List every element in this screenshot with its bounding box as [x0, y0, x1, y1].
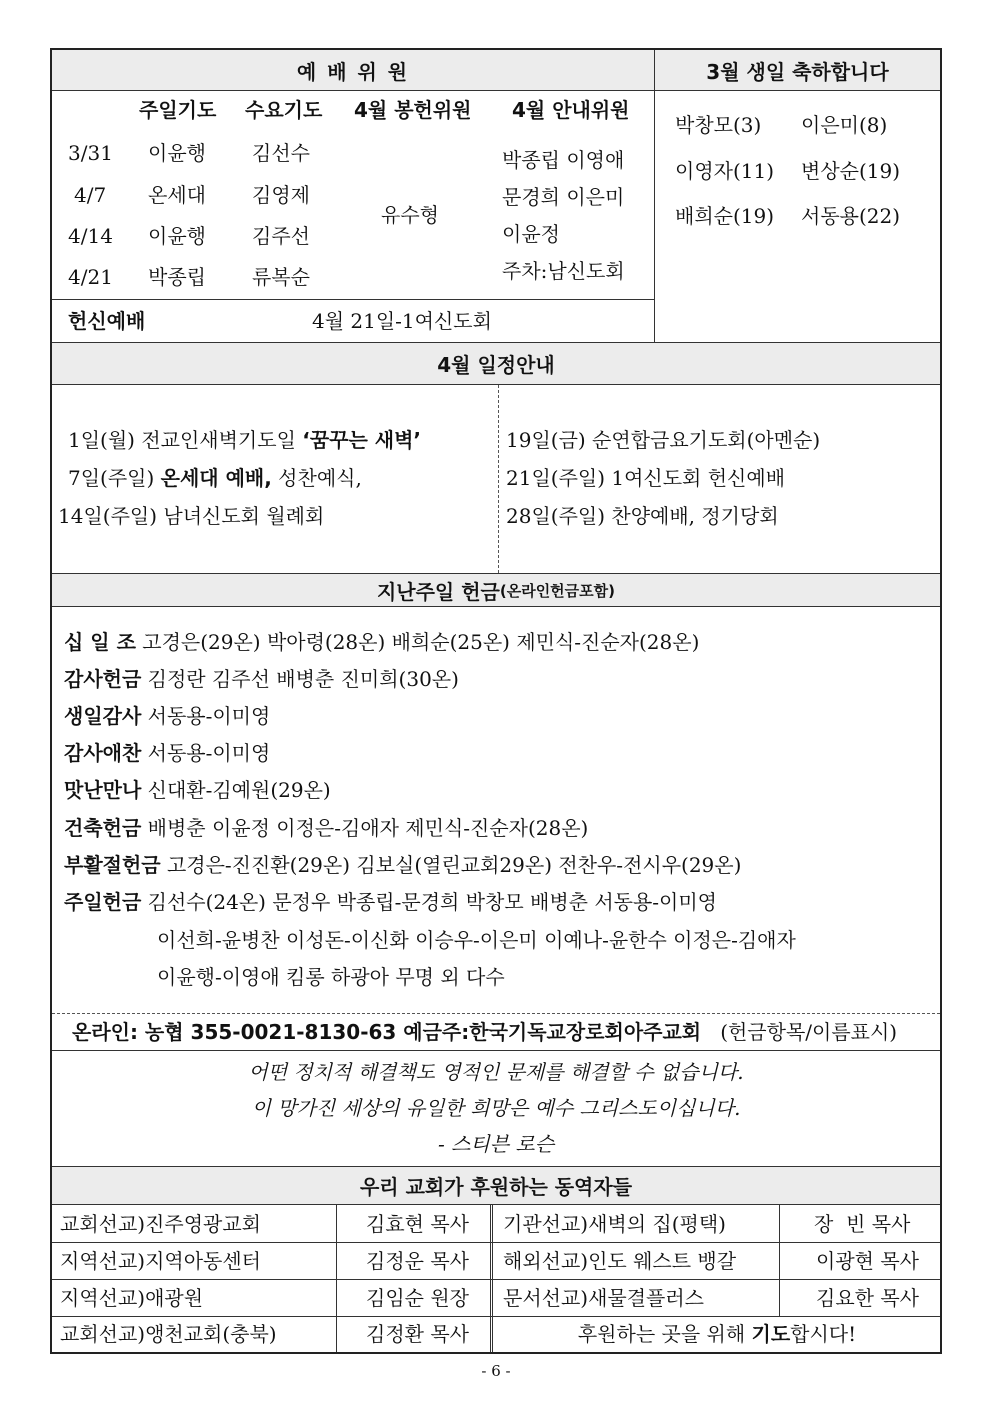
support-person: 김요한 목사 [816, 1286, 919, 1310]
worship-committee-title: 예 배 위 원 [296, 59, 410, 84]
row-sunday-prayer: 박종립 [148, 265, 206, 289]
support-org: 교회선교)진주영광교회 [60, 1212, 262, 1236]
row-wednesday-prayer: 김선수 [252, 141, 310, 165]
col-offering-committee: 4월 봉헌위원 [354, 98, 472, 122]
usher-line: 박종립 이영애 [502, 148, 625, 172]
col-ushers: 4월 안내위원 [512, 98, 630, 122]
birthday-entry: 배희순(19) [675, 204, 775, 228]
worship-committee-header [52, 50, 654, 91]
support-org: 교회선교)앵천교회(충북) [60, 1322, 277, 1346]
offering-header [52, 574, 940, 607]
offering-row: 부활절헌금 고경은-진진환(29온) 김보실(열린교회29온) 전찬우-전시우(29온) [64, 853, 742, 877]
online-divider [52, 1013, 940, 1014]
schedule-left-item: 14일(주일) 남녀신도회 월례회 [58, 504, 325, 528]
offering-continued: 이윤행-이영애 킴롱 하광아 무명 외 다수 [157, 965, 505, 989]
row-wednesday-prayer: 김주선 [252, 224, 310, 248]
support-title: 우리 교회가 후원하는 동역자들 [359, 1175, 633, 1199]
schedule-title: 4월 일정안내 [437, 353, 555, 377]
support-org: 해외선교)인도 웨스트 뱅갈 [503, 1249, 737, 1273]
support-person: 김정환 목사 [366, 1322, 469, 1346]
schedule-left-item: 1일(월) 전교인새벽기도일 ‘꿈꾸는 새벽’ [68, 428, 422, 452]
row-date: 4/7 [74, 183, 107, 207]
col-wednesday-prayer: 수요기도 [245, 98, 323, 122]
schedule-right-item: 28일(주일) 찬양예배, 정기당회 [506, 504, 779, 528]
offering-row: 십 일 조 고경은(29온) 박아령(28온) 배희순(25온) 제민식-진순자(28온) [64, 630, 700, 654]
support-org: 문서선교)새물결플러스 [503, 1286, 705, 1310]
birthday-entry: 박창모(3) [675, 113, 762, 137]
quote-top-line [52, 1050, 940, 1051]
support-col-line [779, 1205, 780, 1316]
offering-row: 주일헌금 김선수(24온) 문정우 박종립-문경희 박창모 배병춘 서동용-이미영 [64, 890, 717, 914]
support-mid-line [490, 1205, 493, 1352]
row-sunday-prayer: 온세대 [148, 183, 206, 207]
schedule-right-item: 21일(주일) 1여신도회 헌신예배 [506, 466, 786, 490]
support-person: 장 빈 목사 [814, 1212, 911, 1236]
row-sunday-prayer: 이윤행 [148, 224, 206, 248]
schedule-header [52, 343, 940, 385]
quote-line: 어떤 정치적 해결책도 영적인 문제를 해결할 수 없습니다. [248, 1060, 744, 1084]
dedication-divider [52, 299, 654, 300]
support-row-line [52, 1279, 940, 1280]
quote-author: - 스티븐 로슨 [437, 1132, 555, 1156]
offering-title: 지난주일 헌금 [376, 579, 500, 604]
row-date: 3/31 [68, 141, 113, 165]
row-wednesday-prayer: 류복순 [252, 265, 310, 289]
offering-continued: 이선희-윤병찬 이성돈-이신화 이승우-이은미 이예나-윤한수 이정은-김애자 [157, 928, 796, 952]
support-org: 지역선교)애광원 [60, 1286, 204, 1310]
offering-row: 감사헌금 김정란 김주선 배병춘 진미희(30온) [64, 667, 459, 691]
birthday-entry: 서동용(22) [801, 204, 901, 228]
online-account: 온라인: 농협 355-0021-8130-63 예금주:한국기독교장로회아주교회 (헌금항목/이름표시) [72, 1020, 898, 1044]
birthday-entry: 이은미(8) [801, 113, 888, 137]
dedication-value: 4월 21일-1여신도회 [312, 309, 492, 333]
offering-row: 맛난만나 신대환-김예원(29온) [64, 778, 331, 802]
support-row-line [52, 1242, 940, 1243]
usher-line: 이윤정 [502, 222, 560, 246]
birthday-header [655, 50, 940, 91]
dedication-label: 헌신예배 [68, 309, 146, 333]
usher-line: 주차:남신도회 [502, 259, 625, 283]
support-org: 기관선교)새벽의 집(평택) [503, 1212, 726, 1236]
schedule-divider [498, 385, 499, 573]
support-header [52, 1167, 940, 1205]
row-sunday-prayer: 이윤행 [148, 141, 206, 165]
support-row-line [52, 1316, 940, 1317]
support-person: 김정운 목사 [366, 1249, 469, 1273]
offering-row: 감사애찬 서동용-이미영 [64, 741, 271, 765]
birthday-entry: 이영자(11) [675, 159, 775, 183]
schedule-right-item: 19일(금) 순연합금요기도회(아멘순) [506, 428, 821, 452]
offering-committee-name: 유수형 [381, 203, 439, 227]
birthday-title: 3월 생일 축하합니다 [706, 59, 889, 84]
prayer-request: 후원하는 곳을 위해 기도합시다! [577, 1322, 857, 1346]
birthday-entry: 변상순(19) [801, 159, 901, 183]
quote-line: 이 망가진 세상의 유일한 희망은 예수 그리스도이십니다. [251, 1096, 741, 1120]
usher-line: 문경희 이은미 [502, 185, 625, 209]
schedule-left-item: 7일(주일) 온세대 예배, 성찬예식, [68, 466, 362, 490]
support-person: 김임순 원장 [366, 1286, 469, 1310]
support-col-line [336, 1205, 337, 1352]
support-person: 이광현 목사 [816, 1249, 919, 1273]
section1-divider [654, 50, 655, 342]
row-date: 4/14 [68, 224, 113, 248]
support-org: 지역선교)지역아동센터 [60, 1249, 262, 1273]
col-sunday-prayer: 주일기도 [139, 98, 217, 122]
offering-row: 건축헌금 배병춘 이윤정 이정은-김애자 제민식-진순자(28온) [64, 816, 589, 840]
offering-title-note: (온라인헌금포함) [499, 581, 616, 600]
row-date: 4/21 [68, 265, 113, 289]
page-number: - 6 - [481, 1362, 511, 1380]
support-person: 김효현 목사 [366, 1212, 469, 1236]
offering-row: 생일감사 서동용-이미영 [64, 704, 271, 728]
row-wednesday-prayer: 김영제 [252, 183, 310, 207]
